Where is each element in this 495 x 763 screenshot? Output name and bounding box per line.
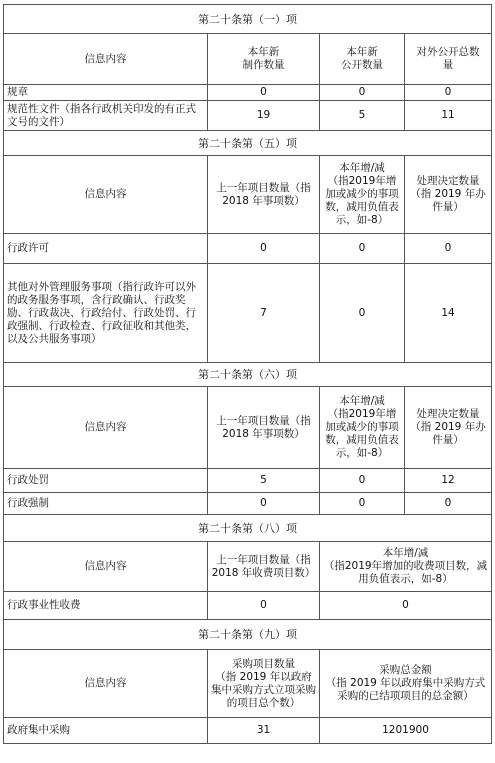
section-1-title-row [4,5,492,34]
section-3-header-decisions: 处理决定数量（指 2019 年办件量） [405,387,492,469]
cell-value: 0 [405,85,492,101]
row-label: 行政许可 [4,234,208,264]
section-1-header-row [4,34,492,85]
row-label: 行政强制 [4,493,208,515]
cell-value: 5 [320,101,405,131]
row-label: 规章 [4,85,208,101]
cell-value: 0 [208,234,320,264]
cell-value: 14 [405,264,492,363]
section-4-header-info: 信息内容 [4,542,208,592]
section-5-header-row [4,650,492,718]
section-2-header-change: 本年增/减 （指2019年增加或减少的事项数，减用负值表示，如-8） [320,156,405,234]
table-row [4,493,492,515]
section-2-title: 第二十条第（五）项 [4,131,492,156]
section-2-title-row [4,131,492,156]
row-label: 其他对外管理服务事项（指行政许可以外的政务服务事项，含行政确认、行政奖励、行政裁决、行政给付、行政处罚、行政强制、行政检查、行政征收和其他类，以及公共服务事项） [4,264,208,363]
section-5-title-row [4,620,492,650]
row-label: 政府集中采购 [4,718,208,744]
section-1-header-info: 信息内容 [4,34,208,85]
section-3-header-info: 信息内容 [4,387,208,469]
section-5-title: 第二十条第（九）项 [4,620,492,650]
row-label: 行政处罚 [4,469,208,493]
row-label: 行政事业性收费 [4,592,208,620]
cell-value: 0 [320,592,492,620]
section-3-header-change: 本年增/减 （指2019年增加或减少的事项数，减用负值表示，如-8） [320,387,405,469]
section-5-header-amount: 采购总金额 （指 2019 年以政府集中采购方式采购的已结项项目的总金额） [320,650,492,718]
cell-value: 0 [208,85,320,101]
section-1-header-new-public: 本年新 公开数量 [320,34,405,85]
cell-value: 0 [405,493,492,515]
section-3-title-row [4,363,492,387]
cell-value: 0 [208,592,320,620]
section-1-header-new-made: 本年新 制作数量 [208,34,320,85]
cell-value: 12 [405,469,492,493]
cell-value: 0 [320,469,405,493]
section-2-header-decisions: 处理决定数量（指 2019 年办件量） [405,156,492,234]
cell-value: 0 [320,234,405,264]
cell-value: 0 [320,493,405,515]
section-4-header-change: 本年增/减 （指2019年增加的收费项目数，减用负值表示，如-8） [320,542,492,592]
disclosure-table [3,4,492,744]
section-4-header-row [4,542,492,592]
section-4-title-row [4,515,492,542]
table-row [4,85,492,101]
cell-value: 31 [208,718,320,744]
section-3-header-row [4,387,492,469]
table-row [4,469,492,493]
cell-value: 19 [208,101,320,131]
cell-value: 0 [320,85,405,101]
row-label: 规范性文件（指各行政机关印发的有正式文号的文件） [4,101,208,131]
cell-value: 11 [405,101,492,131]
cell-value: 0 [405,234,492,264]
table-row [4,718,492,744]
cell-value: 0 [320,264,405,363]
section-1-header-total-public: 对外公开总数 量 [405,34,492,85]
table-row [4,592,492,620]
section-2-header-last-year: 上一年项目数量（指 2018 年事项数） [208,156,320,234]
section-5-header-count: 采购项目数量 （指 2019 年以政府集中采购方式立项采购的项目总个数） [208,650,320,718]
table-row [4,264,492,363]
cell-value: 0 [208,493,320,515]
section-3-header-last-year: 上一年项目数量（指 2018 年事项数） [208,387,320,469]
section-2-header-row [4,156,492,234]
cell-value: 5 [208,469,320,493]
cell-value: 1201900 [320,718,492,744]
section-3-title: 第二十条第（六）项 [4,363,492,387]
cell-value: 7 [208,264,320,363]
section-5-header-info: 信息内容 [4,650,208,718]
section-2-header-info: 信息内容 [4,156,208,234]
section-4-title: 第二十条第（八）项 [4,515,492,542]
section-4-header-last-year: 上一年项目数量（指 2018 年收费项目数） [208,542,320,592]
table-row [4,234,492,264]
table-row [4,101,492,131]
section-1-title: 第二十条第（一）项 [4,5,492,34]
